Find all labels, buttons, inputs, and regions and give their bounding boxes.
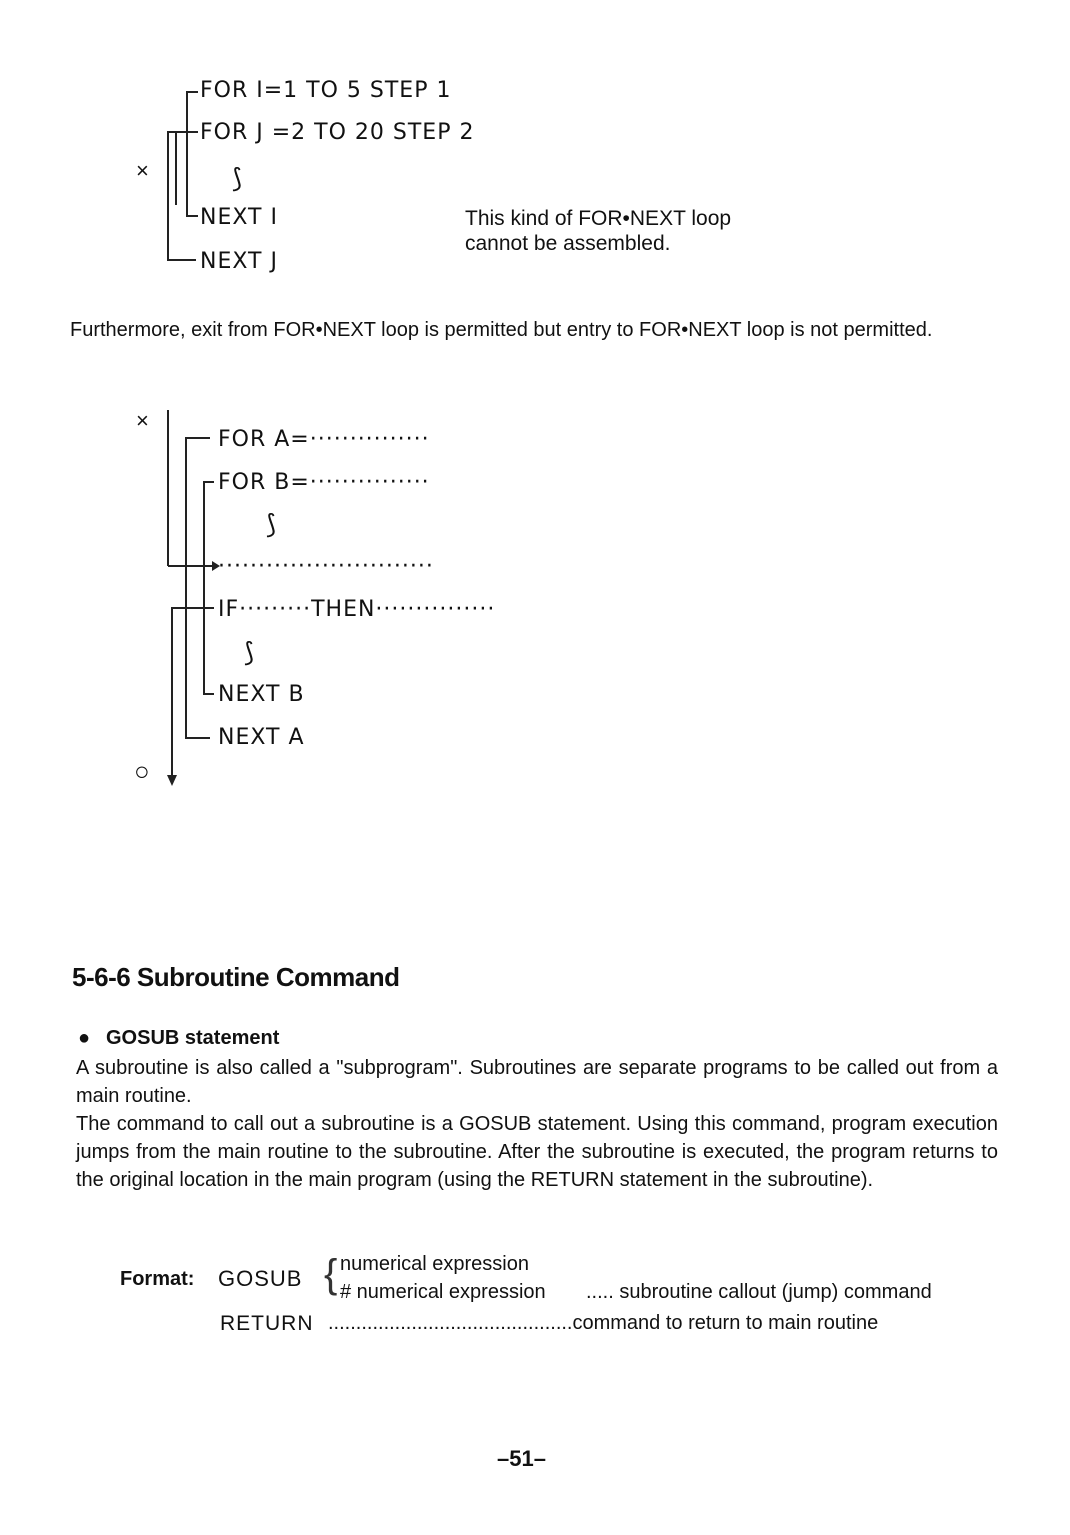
code-line-for-j: FOR J =2 TO 20 STEP 2 [200,120,475,145]
code-line-dots: ··························· [218,554,434,579]
invalid-mark: × [136,408,149,433]
bracket-for-b [204,482,214,694]
outer-bracket-for-i [187,92,198,216]
inner-bracket-for-j [168,132,198,260]
entry-line [172,608,214,775]
format-option-hash: # numerical expression [340,1281,546,1303]
ellipsis-mark: ⟆ [232,164,244,194]
code-line-for-i: FOR I=1 TO 5 STEP 1 [200,78,452,103]
code-line-for-b: FOR B=··············· [218,470,430,495]
code-line-if-then: IF·········THEN··············· [218,597,496,622]
code-line-next-a: NEXT A [218,725,305,750]
paragraph-subroutine-definition: A subroutine is also called a "subprogram". Subroutines are separate programs to be called out from a main routine. [76,1057,998,1107]
page-number: –51– [497,1446,546,1471]
bullet-icon: ● [78,1027,91,1049]
invalid-mark: × [136,158,149,183]
valid-mark: ○ [134,756,150,786]
note-line-2: cannot be assembled. [465,232,671,255]
ellipsis-mark: ⟆ [266,510,278,540]
section-heading: 5-6-6 Subroutine Command [72,962,400,992]
code-line-next-i: NEXT I [200,205,278,230]
return-keyword: RETURN [220,1312,314,1335]
code-line-for-a: FOR A=··············· [218,427,430,452]
subsection-heading: GOSUB statement [106,1027,280,1049]
format-desc-return: ............................................command to return to main routine [328,1312,879,1334]
paragraph-exit-entry: Furthermore, exit from FOR•NEXT loop is permitted but entry to FOR•NEXT loop is not permitted. [70,319,933,341]
ellipsis-mark: ⟆ [244,638,256,668]
code-line-next-b: NEXT B [218,682,305,707]
format-label: Format: [120,1268,195,1290]
paragraph-gosub-description: The command to call out a subroutine is a GOSUB statement. Using this command, program execution jumps from the main routine to the subroutine. After the subroutine is executed, the program returns to the original location in the main program (using the RETURN statement in the subroutine). [76,1113,998,1191]
brace-symbol: { [324,1252,338,1296]
format-option-numerical: numerical expression [340,1253,529,1275]
entry-arrow-head [167,775,177,786]
note-line-1: This kind of FOR•NEXT loop [465,207,732,230]
code-line-next-j: NEXT J [200,249,278,274]
format-desc-gosub: ..... subroutine callout (jump) command [586,1281,932,1303]
gosub-keyword: GOSUB [218,1266,303,1291]
